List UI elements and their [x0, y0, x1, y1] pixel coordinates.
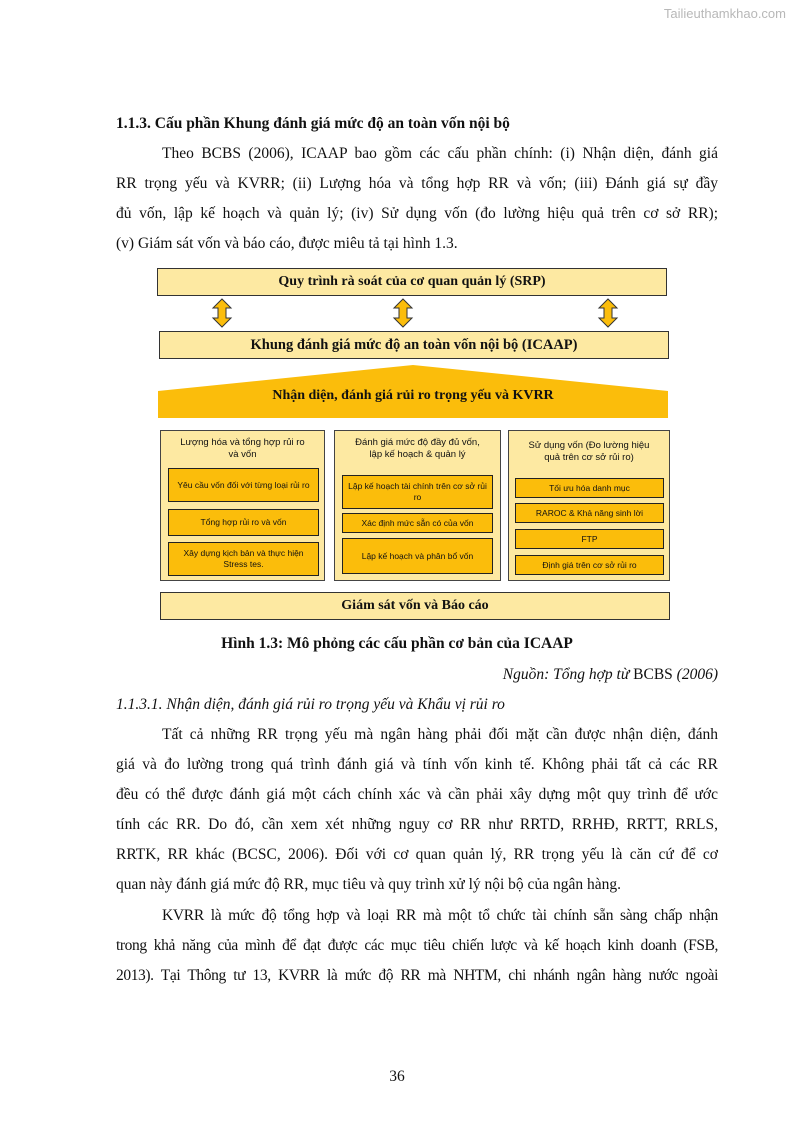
para-line: RRTK, RR khác (BCSC, 2006). Đối với cơ quan quản lý, RR trọng yếu là căn cứ để cơ [116, 846, 718, 863]
para-line: giá và đo lường trong quá trình đánh giá và tính vốn kinh tế. Không phải tất cả các RR [116, 756, 718, 773]
item-box: Xây dựng kịch bản và thực hiện Stress tes. [168, 542, 319, 576]
column-title: Sử dụng vốn (Đo lường hiệu quả trên cơ sở rủi ro) [528, 440, 650, 463]
page-number: 36 [389, 1068, 405, 1085]
column-quantification [160, 430, 325, 581]
intro-paragraph [116, 139, 718, 259]
double-arrow-icon [211, 298, 233, 328]
figure-source [503, 666, 718, 684]
item-box: Lập kế hoạch và phân bổ vốn [342, 538, 493, 574]
icaap-bar: Khung đánh giá mức độ an toàn vốn nội bộ (ICAAP) [159, 331, 669, 359]
monitoring-bar: Giám sát vốn và Báo cáo [160, 592, 670, 620]
para-line: quan này đánh giá mức độ RR, mục tiêu và quy trình xử lý nội bộ của ngân hàng. [116, 876, 621, 893]
figure-caption: Hình 1.3: Mô phỏng các cấu phần cơ bản của ICAAP [221, 635, 573, 652]
item-box: RAROC & Khả năng sinh lời [515, 503, 664, 523]
source-prefix: Nguồn: Tổng hợp từ [502, 666, 630, 683]
item-box: Lập kế hoạch tài chính trên cơ sở rủi ro [342, 475, 493, 509]
item-box: Định giá trên cơ sở rủi ro [515, 555, 664, 575]
column-adequacy [334, 430, 501, 581]
paragraph-1 [116, 720, 718, 900]
column-title: Đánh giá mức độ đầy đủ vốn, lập kế hoạch & quản lý [355, 437, 480, 460]
para-line: Tất cả những RR trọng yếu mà ngân hàng phải đối mặt cần được nhận diện, đánh [162, 726, 718, 743]
column-capital-use [508, 430, 670, 581]
item-box: Tổng hợp rủi ro và vốn [168, 509, 319, 536]
item-box: Tối ưu hóa danh mục [515, 478, 664, 498]
paragraph-2 [116, 901, 718, 991]
column-title: Lượng hóa và tổng hợp rủi ro và vốn [180, 437, 305, 460]
para-line: 2013). Tại Thông tư 13, KVRR là mức độ RR mà NHTM, chi nhánh ngân hàng nước ngoài [116, 967, 718, 984]
item-box: FTP [515, 529, 664, 549]
section-heading: 1.1.3. Cấu phần Khung đánh giá mức độ an toàn vốn nội bộ [116, 115, 510, 132]
intro-line: RR trọng yếu và KVRR; (ii) Lượng hóa và tổng hợp RR và vốn; (iii) Đánh giá sự đầy [116, 175, 718, 192]
subsection-heading: 1.1.3.1. Nhận diện, đánh giá rủi ro trọng yếu và Khẩu vị rủi ro [116, 696, 505, 713]
para-line: trong khả năng của mình để đạt được các mục tiêu chiến lược và kế hoạch kinh doanh (FSB, [116, 937, 718, 954]
roof-label: Nhận diện, đánh giá rủi ro trọng yếu và KVRR [272, 388, 554, 403]
intro-line: (v) Giám sát vốn và báo cáo, được miêu tả tại hình 1.3. [116, 235, 458, 252]
source-year: (2006) [676, 666, 718, 683]
srp-bar: Quy trình rà soát của cơ quan quản lý (SRP) [157, 268, 667, 296]
para-line: tính các RR. Do đó, cần xem xét những nguy cơ RR như RRTD, RRHĐ, RRTT, RRLS, [116, 816, 718, 833]
item-box: Xác định mức sẵn có của vốn [342, 513, 493, 533]
double-arrow-icon [392, 298, 414, 328]
double-arrow-icon [597, 298, 619, 328]
source-name: BCBS [633, 666, 673, 683]
item-box: Yêu cầu vốn đối với từng loại rủi ro [168, 468, 319, 502]
intro-line: Theo BCBS (2006), ICAAP bao gồm các cấu phần chính: (i) Nhận diện, đánh giá [162, 145, 718, 162]
para-line: đều có thể được đánh giá một cách chính xác và cần phải xây dựng một quy trình để ước [116, 786, 718, 803]
intro-line: đủ vốn, lập kế hoạch và quản lý; (iv) Sử dụng vốn (đo lường hiệu quả trên cơ sở RR); [116, 205, 718, 222]
watermark: Tailieuthamkhao.com [663, 6, 786, 21]
para-line: KVRR là mức độ tổng hợp và loại RR mà một tổ chức tài chính sẵn sàng chấp nhận [162, 907, 718, 924]
